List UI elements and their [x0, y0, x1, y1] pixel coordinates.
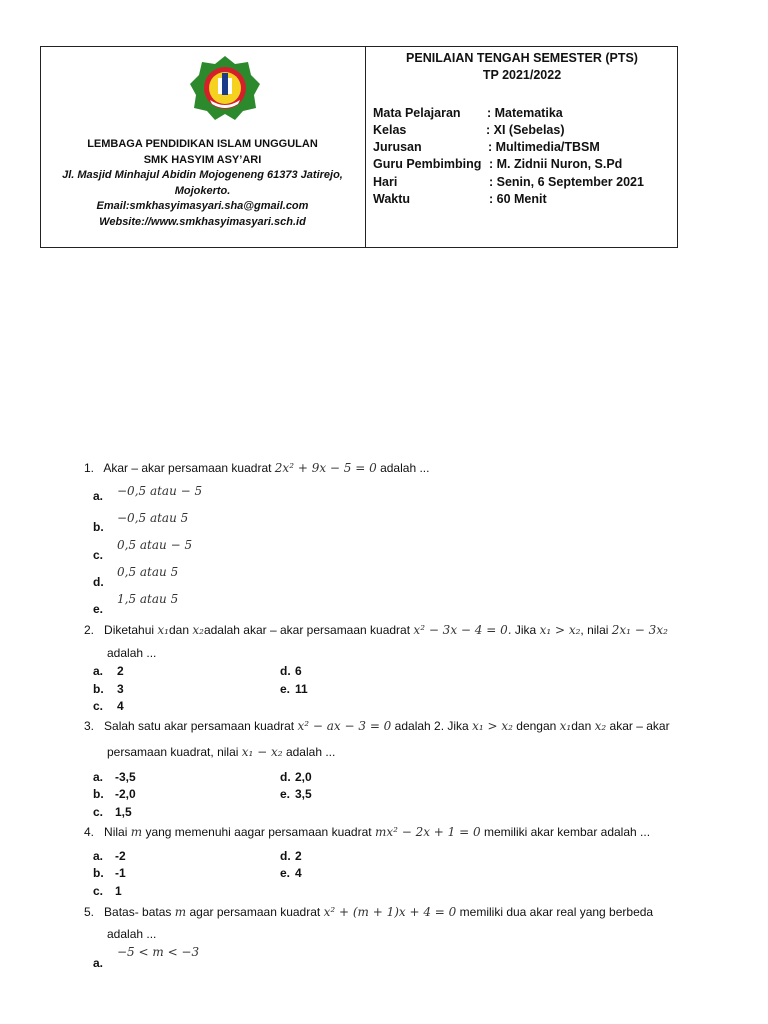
info-value: : 60 Menit: [489, 192, 547, 206]
school-name: SMK HASYIM ASY’ARI: [143, 153, 262, 166]
math-expression: x₂: [192, 623, 204, 637]
school-logo: [188, 54, 262, 122]
question-4: [84, 825, 650, 839]
question-text: persamaan kuadrat, nilai: [107, 745, 239, 759]
school-email: Email:smkhasyimasyari.sha@gmail.com: [96, 200, 309, 212]
question-text: Jika: [514, 623, 537, 637]
exam-title: PENILAIAN TENGAH SEMESTER (PTS): [406, 51, 638, 65]
math-expression: x² − 3x − 4 = 0.: [413, 623, 512, 637]
question-text: Salah satu akar persamaan kuadrat: [104, 719, 295, 733]
question-text: Nilai: [104, 825, 128, 839]
question-text: Batas- batas: [104, 905, 172, 919]
option-value: 1,5 atau 5: [117, 592, 179, 606]
option-label: b.: [93, 682, 104, 696]
option-value: 0,5 atau − 5: [117, 538, 193, 552]
option-value: 4: [295, 866, 302, 880]
question-text: Akar – akar persamaan kuadrat: [103, 461, 272, 475]
info-value: : Multimedia/TBSM: [488, 140, 600, 154]
math-expression: x₁: [157, 623, 169, 637]
option-value: -3,5: [115, 770, 136, 784]
option-label: d.: [280, 664, 291, 678]
info-value: : Senin, 6 September 2021: [489, 175, 644, 189]
option-label: c.: [93, 884, 104, 898]
option-label: c.: [93, 699, 104, 713]
option-label: b.: [93, 866, 104, 880]
question-text: yang memenuhi aagar persamaan kuadrat: [145, 825, 372, 839]
question-text: adalah ...: [107, 646, 157, 660]
info-key: Waktu: [373, 192, 411, 206]
question-text: memiliki akar kembar adalah ...: [483, 825, 651, 839]
option-label: e.: [280, 787, 291, 801]
info-key: Guru Pembimbing: [373, 157, 482, 171]
option-label: b.: [93, 520, 104, 534]
question-text: adalah ...: [107, 927, 157, 941]
school-address: Jl. Masjid Minhajul Abidin Mojogeneng 61373 Jatirejo,: [62, 169, 343, 181]
option-value: 2: [117, 664, 124, 678]
question-2: [84, 623, 668, 637]
question-text: adalah ...: [285, 745, 336, 759]
question-5: [84, 905, 653, 919]
question-number: 2.: [84, 623, 95, 637]
option-value: −0,5 atau − 5: [117, 484, 203, 498]
option-label: d.: [280, 849, 291, 863]
math-expression: x₂: [594, 719, 607, 733]
question-3-line2: [107, 745, 335, 759]
school-identity: [44, 137, 361, 230]
info-key: Kelas: [373, 123, 407, 137]
question-text: agar persamaan kuadrat: [189, 905, 321, 919]
option-value: 6: [295, 664, 302, 678]
math-expression: x₁: [559, 719, 572, 733]
option-value: 1: [115, 884, 122, 898]
option-label: d.: [280, 770, 291, 784]
math-expression: mx² − 2x + 1 = 0: [374, 825, 481, 839]
option-label: a.: [93, 664, 104, 678]
math-expression: x² + (m + 1)x + 4 = 0: [323, 905, 457, 919]
option-value: 3: [117, 682, 124, 696]
option-label: a.: [93, 489, 104, 503]
option-label: a.: [93, 956, 104, 970]
math-expression: x₁ > x₂: [539, 623, 581, 637]
question-text: memiliki dua akar real yang berbeda: [459, 905, 654, 919]
option-value: -2: [115, 849, 126, 863]
question-text: akar – akar: [609, 719, 670, 733]
option-value: -1: [115, 866, 126, 880]
option-value: -2,0: [115, 787, 136, 801]
info-value: : M. Zidnii Nuron, S.Pd: [489, 157, 623, 171]
question-3: [84, 719, 670, 733]
question-number: 4.: [84, 825, 95, 839]
question-text: , nilai: [580, 623, 609, 637]
question-1: [84, 461, 429, 475]
info-key: Hari: [373, 175, 398, 189]
question-text: adalah ...: [380, 461, 430, 475]
exam-year: TP 2021/2022: [482, 68, 562, 82]
info-value: : XI (Sebelas): [486, 123, 565, 137]
exam-title-block: [366, 50, 678, 84]
option-label: b.: [93, 787, 104, 801]
option-label: e.: [280, 866, 291, 880]
info-key: Jurusan: [373, 140, 422, 154]
math-expression: 2x² + 9x − 5 = 0: [274, 461, 377, 475]
option-value: 2: [295, 849, 302, 863]
info-value: : Matematika: [487, 106, 563, 120]
info-key: Mata Pelajaran: [373, 106, 461, 120]
option-value: 11: [295, 682, 308, 696]
option-value: −5 < m < −3: [117, 945, 200, 959]
school-address-city: Mojokerto.: [174, 184, 231, 197]
math-expression: m: [174, 905, 187, 919]
option-value: −0,5 atau 5: [117, 511, 189, 525]
school-line1: LEMBAGA PENDIDIKAN ISLAM UNGGULAN: [87, 138, 318, 150]
question-text: dengan: [516, 719, 557, 733]
option-value: 4: [117, 699, 124, 713]
question-text: dan: [571, 719, 592, 733]
option-label: e.: [93, 602, 104, 616]
option-value: 3,5: [295, 787, 312, 801]
question-number: 3.: [84, 719, 95, 733]
option-label: d.: [93, 575, 104, 589]
question-number: 5.: [84, 905, 95, 919]
option-label: c.: [93, 805, 104, 819]
question-text: dan: [168, 623, 190, 637]
school-website: Website://www.smkhasyimasyari.sch.id: [99, 215, 306, 228]
math-expression: x² − ax − 3 = 0: [297, 719, 392, 733]
option-label: e.: [280, 682, 291, 696]
question-text: adalah akar – akar persamaan kuadrat: [203, 623, 411, 637]
option-value: 1,5: [115, 805, 132, 819]
math-expression: x₁ > x₂: [472, 719, 513, 733]
question-text: adalah 2. Jika: [394, 719, 469, 733]
question-number: 1.: [84, 461, 95, 475]
option-label: c.: [93, 548, 104, 562]
question-text: Diketahui: [104, 623, 155, 637]
math-expression: 2x₁ − 3x₂: [611, 623, 668, 637]
option-value: 2,0: [295, 770, 312, 784]
option-label: a.: [93, 849, 104, 863]
option-value: 0,5 atau 5: [117, 565, 179, 579]
math-expression: m: [130, 825, 143, 839]
math-expression: x₁ − x₂: [241, 745, 283, 759]
option-label: a.: [93, 770, 104, 784]
